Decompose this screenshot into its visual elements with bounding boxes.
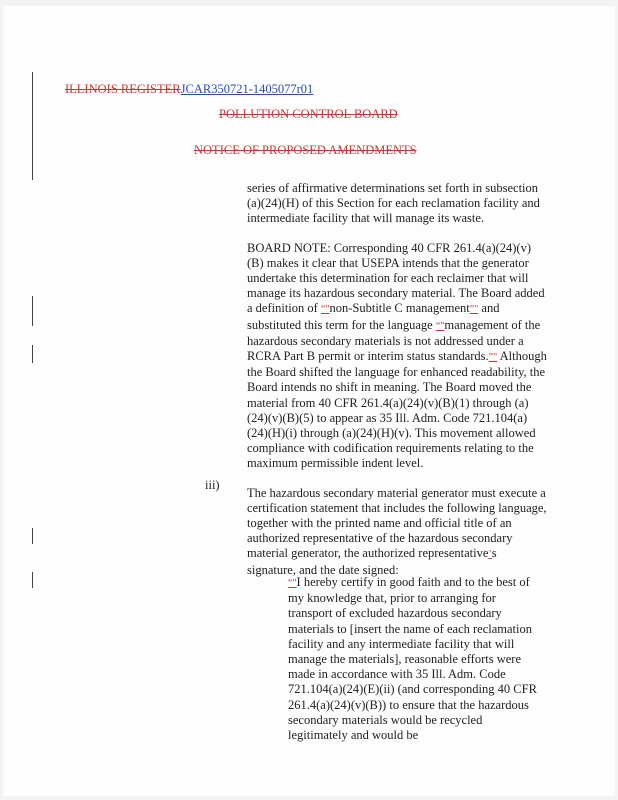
certification-quote	[288, 575, 540, 743]
quote-mark: ’	[488, 549, 492, 561]
quote-text: I hereby certify in good faith and to the best of my knowledge that, prior to arranging for transport of excluded hazardous secondary materials to [insert the name of each reclamation facility and any intermediate facility that will manage the materials], reasonable efforts were made in accordance with 35 Ill. Adm. Code 721.104(a)(24)(E)(ii) (and corresponding 40 CFR 261.4(a)(24)(v)(B)) to ensure that the hazardous secondary materials would be recycled legitimately and would be	[288, 575, 537, 743]
quote-mark: “"	[288, 578, 297, 589]
board-title: POLLUTION CONTROL BOARD	[219, 107, 398, 121]
register-inserted: JCAR350721-1405077r01	[180, 82, 314, 96]
board-note-text: BOARD NOTE: Corresponding 40 CFR 261.4(a)(24)(v)(B) makes it clear that USEPA intends that the generator undertake this determination for each reclaimer that will manage its hazardous secondary material. The Board added a definition of	[247, 240, 545, 316]
register-header	[65, 82, 313, 97]
change-bar	[32, 345, 33, 363]
notice-title: NOTICE OF PROPOSED AMENDMENTS	[194, 143, 417, 157]
quote-mark: ”"	[488, 352, 498, 364]
quote-mark: “"	[320, 304, 330, 316]
quote-mark: “"	[435, 320, 445, 332]
quote-mark: ”"	[469, 304, 479, 316]
body-column	[247, 181, 547, 592]
register-deleted: ILLINOIS REGISTER	[65, 82, 181, 96]
board-note-text: Although the Board shifted the language for enhanced readability, the Board intends no shift in meaning. The Board moved the material from 40 CFR 261.4(a)(24)(v)(B)(1) through (a)(24)(v)(B)(5) to appear as 35 Ill. Adm. Code 721.104(a)(24)(H)(i) through (a)(24)(H)(v). This movement allowed compliance with codification requirements relating to the maximum permissible indent level.	[247, 349, 547, 471]
change-bar	[32, 296, 33, 326]
item-iii	[247, 486, 547, 578]
item-text: The hazardous secondary material generator must execute a certification statement that includes the following language, together with the printed name and official title of an authorized representative of the hazardous secondary material generator, the authorized representative	[247, 485, 547, 561]
board-note-text: and substituted this term for the language	[247, 301, 500, 332]
board-note-text: non-Subtitle C management	[329, 301, 470, 316]
item-text: s signature, and the date signed:	[247, 546, 497, 577]
change-bar	[32, 528, 33, 544]
item-label: iii)	[205, 478, 220, 492]
change-bar	[32, 572, 33, 588]
board-note-text: management of the hazardous secondary materials is not addressed under a RCRA Part B permit or interim status standards.	[247, 317, 541, 364]
change-bar	[32, 72, 33, 180]
paragraph: series of affirmative determinations set forth in subsection (a)(24)(H) of this Section for each reclamation facility and intermediate facility that will manage its waste.	[247, 181, 540, 226]
board-note	[247, 241, 547, 472]
document-page	[3, 6, 615, 796]
